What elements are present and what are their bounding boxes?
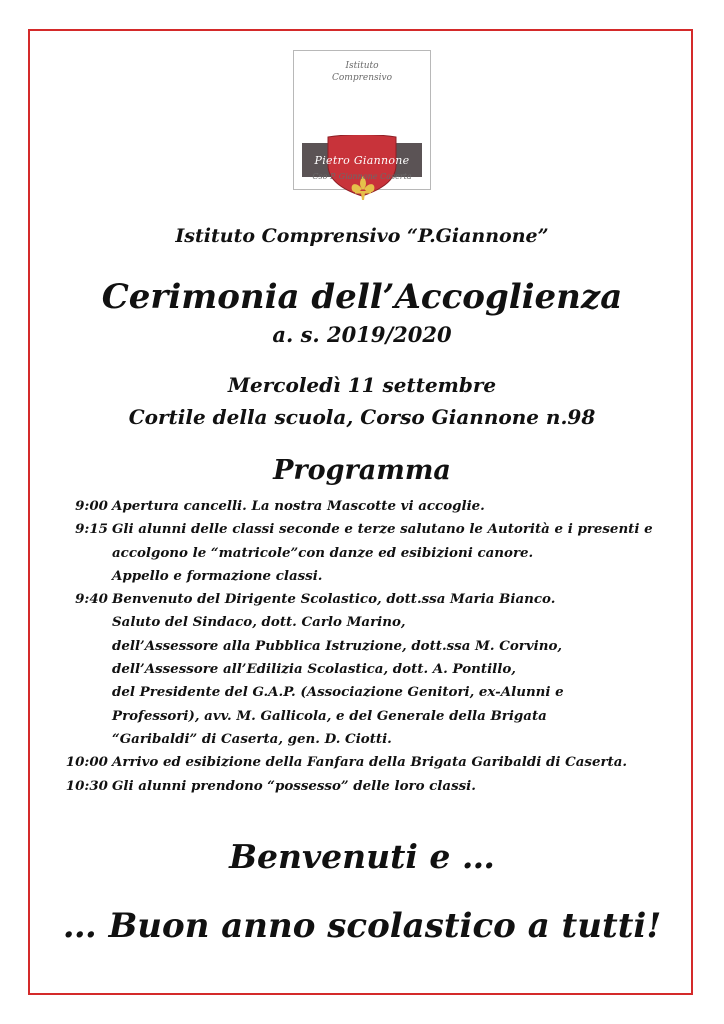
schedule-item: [50, 518, 690, 588]
schedule-time: 9:15: [75, 521, 108, 538]
welcome-text: Benvenuti e …: [229, 837, 495, 876]
schedule-line: Arrivo ed esibizione della Fanfara della Brigata Garibaldi di Caserta.: [112, 754, 628, 771]
schedule-line: del Presidente del G.A.P. (Associazione Genitori, ex-Alunni e: [112, 684, 564, 701]
school-logo: [293, 50, 431, 190]
schedule-time: 10:00: [65, 754, 108, 771]
event-date: Mercoledì 11 settembre: [227, 373, 497, 397]
schedule-time: 9:00: [75, 498, 108, 514]
schedule-line: Apertura cancelli. La nostra Mascotte vi accoglie.: [112, 498, 485, 514]
schedule-line: accolgono le “matricole”con danze ed esibizioni canore.: [112, 544, 534, 561]
schedule-item: [50, 775, 690, 798]
schedule-line: Gli alunni delle classi seconde e terze salutano le Autorità e i presenti e: [112, 521, 653, 538]
program-heading: Programma: [273, 455, 451, 486]
wish-text: … Buon anno scolastico a tutti!: [62, 906, 662, 946]
logo-footer: Cso P. Giannone Caserta: [312, 172, 412, 181]
schedule-line: Benvenuto del Dirigente Scolastico, dott.ssa Maria Bianco.: [112, 591, 556, 608]
schedule-line: Professori), avv. M. Gallicola, e del Generale della Brigata: [112, 707, 547, 724]
page-title: Cerimonia dell’Accoglienza: [101, 277, 623, 317]
schedule-line: Appello e formazione classi.: [112, 567, 323, 584]
schedule-time: 9:40: [75, 591, 108, 608]
logo-line-istituto: Istituto: [345, 61, 379, 71]
logo-school-name: Pietro Giannone: [314, 154, 410, 167]
schedule-item: [50, 588, 690, 751]
schedule-line: dell’Assessore alla Pubblica Istruzione, dott.ssa M. Corvino,: [112, 637, 563, 654]
schedule-line: Gli alunni prendono “possesso” delle loro classi.: [112, 777, 476, 794]
schedule-item: [50, 751, 690, 774]
school-year: a. s. 2019/2020: [272, 322, 452, 347]
schedule-line: dell’Assessore all’Edilizia Scolastica, dott. A. Pontillo,: [112, 661, 516, 678]
program-schedule: [50, 495, 690, 798]
schedule-line: “Garibaldi” di Caserta, gen. D. Ciotti.: [112, 730, 392, 747]
schedule-line: Saluto del Sindaco, dott. Carlo Marino,: [112, 614, 406, 631]
event-place: Cortile della scuola, Corso Giannone n.98: [128, 405, 596, 429]
schedule-time: 10:30: [65, 777, 108, 794]
logo-line-comprensivo: Comprensivo: [331, 73, 393, 83]
schedule-item: [50, 495, 690, 518]
school-name: Istituto Comprensivo “P.Giannone”: [175, 225, 549, 247]
